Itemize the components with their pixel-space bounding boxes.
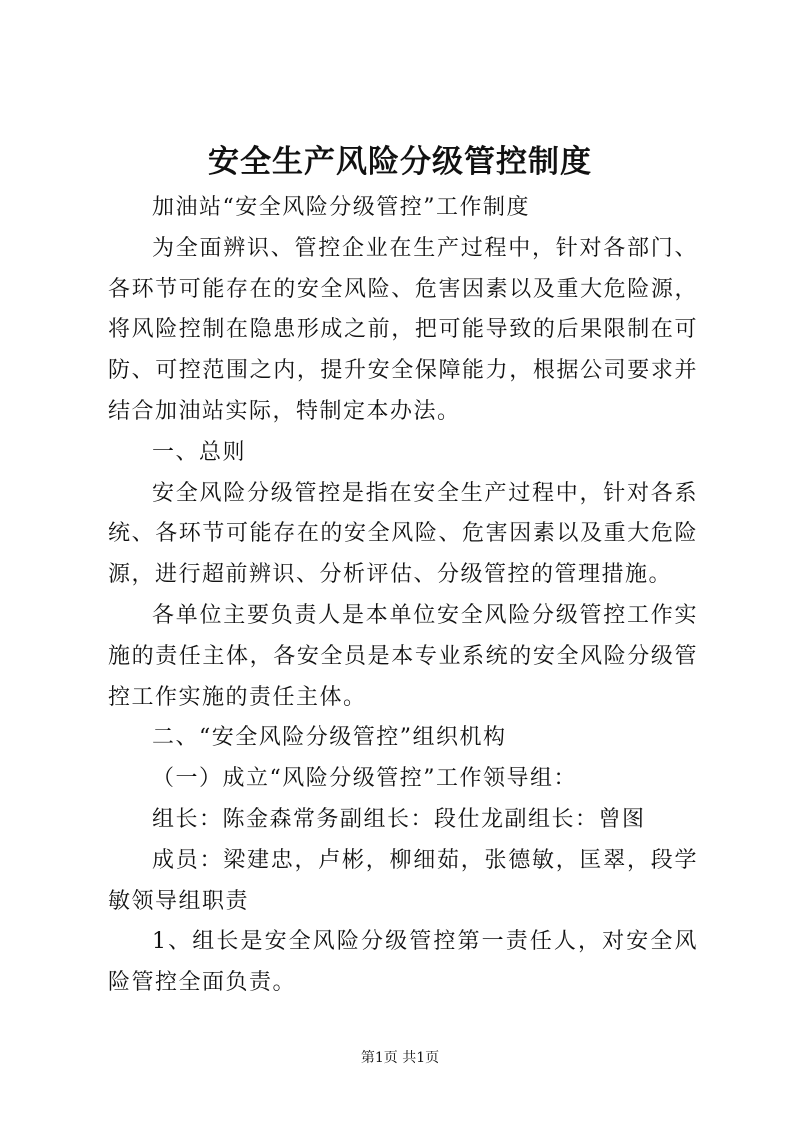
paragraph-leaders: 组长：陈金森常务副组长：段仕龙副组长：曾图 xyxy=(152,806,646,832)
paragraph-members: 成员：梁建忠，卢彬，柳细茹，张德敏，匡翠，段学敏领导组职责 xyxy=(108,847,698,914)
paragraph-subtitle: 加油站“安全风险分级管控”工作制度 xyxy=(152,195,530,220)
section-heading-general: 一、总则 xyxy=(152,439,247,465)
document-title: 安全生产风险分级管控制度 xyxy=(208,144,592,180)
document-body xyxy=(108,188,698,1004)
page-footer: 第1页 共1页 xyxy=(360,1050,440,1066)
section-heading-organization: 二、“安全风险分级管控”组织机构 xyxy=(152,725,507,751)
paragraph-duty-1: 1、组长是安全风险分级管控第一责任人，对安全风险管控全面负责。 xyxy=(108,929,698,996)
paragraph-definition: 安全风险分级管控是指在安全生产过程中，针对各系统、各环节可能存在的安全风险、危害因素以及重大危险源，进行超前辨识、分析评估、分级管控的管理措施。 xyxy=(108,480,698,588)
paragraph-responsibility: 各单位主要负责人是本单位安全风险分级管控工作实施的责任主体，各安全员是本专业系统的安全风险分级管控工作实施的责任主体。 xyxy=(108,602,698,710)
paragraph-intro: 为全面辨识、管控企业在生产过程中，针对各部门、各环节可能存在的安全风险、危害因素以及重大危险源，将风险控制在隐患形成之前，把可能导致的后果限制在可防、可控范围之内，提升安全保障能力，根据公司要求并结合加油站实际，特制定本办法。 xyxy=(108,235,698,424)
subsection-heading-leadership: （一）成立“风险分级管控”工作领导组： xyxy=(152,766,577,792)
